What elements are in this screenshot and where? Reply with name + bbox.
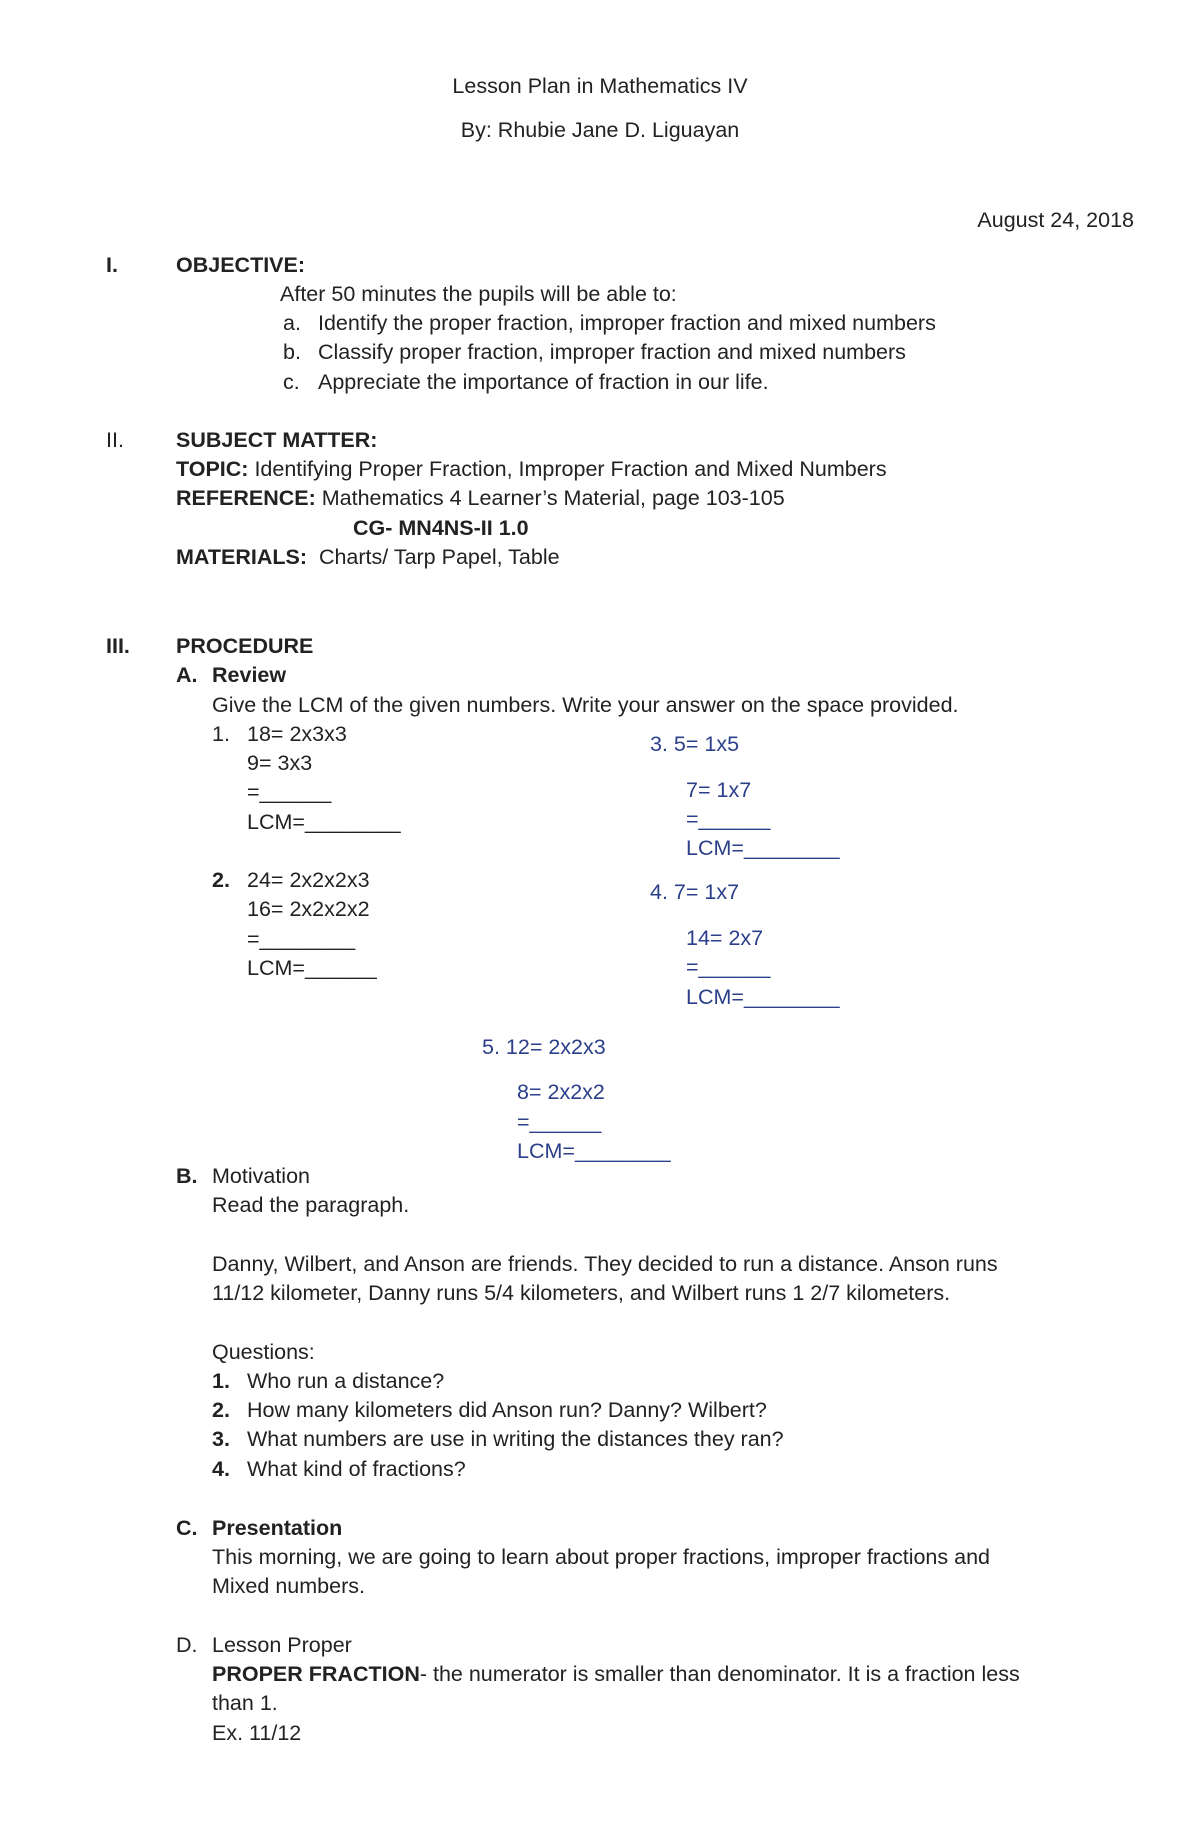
objective-heading: OBJECTIVE: [176, 253, 306, 277]
story-paragraph-line-1: Danny, Wilbert, and Anson are friends. They decided to run a distance. Anson runs [212, 1252, 998, 1276]
document-title: Lesson Plan in Mathematics IV [452, 74, 748, 98]
date: August 24, 2018 [977, 208, 1134, 232]
reference-line [176, 485, 785, 511]
review-marker: A. [176, 663, 198, 687]
problem-5-line-2: 8= 2x2x2 [517, 1080, 605, 1104]
question-1-number: 1. [212, 1369, 230, 1393]
objective-intro: After 50 minutes the pupils will be able to: [280, 282, 677, 306]
problem-3-lcm: LCM=________ [686, 836, 840, 860]
objective-marker-b: b. [283, 340, 301, 364]
procedure-heading: PROCEDURE [176, 634, 314, 658]
objective-marker-a: a. [283, 311, 301, 335]
problem-4-lcm: LCM=________ [686, 985, 840, 1009]
problem-1-number: 1. [212, 722, 230, 746]
problem-1-line-1: 18= 2x3x3 [247, 722, 347, 746]
problem-2-line-1: 24= 2x2x2x3 [247, 868, 370, 892]
problem-2-lcm: LCM=______ [247, 956, 377, 980]
problem-5-line-1: 5. 12= 2x2x3 [482, 1035, 606, 1059]
problem-2-line-2: 16= 2x2x2x2 [247, 897, 370, 921]
reference-text: Mathematics 4 Learner’s Material, page 103-105 [321, 486, 785, 510]
review-instruction: Give the LCM of the given numbers. Write your answer on the space provided. [212, 693, 959, 717]
problem-2-line-3: =________ [247, 927, 356, 951]
subject-matter-heading: SUBJECT MATTER: [176, 428, 378, 452]
problem-5-lcm: LCM=________ [517, 1139, 671, 1163]
problem-3-line-3: =______ [686, 807, 771, 831]
story-paragraph-line-2: 11/12 kilometer, Danny runs 5/4 kilometers, and Wilbert runs 1 2/7 kilometers. [212, 1281, 951, 1305]
lesson-proper-marker: D. [176, 1633, 198, 1657]
problem-1-line-2: 9= 3x3 [247, 751, 313, 775]
materials-text: Charts/ Tarp Papel, Table [318, 545, 560, 569]
motivation-marker: B. [176, 1164, 198, 1188]
problem-2-number: 2. [212, 868, 230, 892]
question-3-number: 3. [212, 1427, 230, 1451]
question-3-text: What numbers are use in writing the distances they ran? [247, 1427, 784, 1451]
presentation-line-1: This morning, we are going to learn about proper fractions, improper fractions and [212, 1545, 990, 1569]
topic-text: Identifying Proper Fraction, Improper Fraction and Mixed Numbers [254, 457, 887, 481]
problem-1-line-3: =______ [247, 780, 332, 804]
presentation-marker: C. [176, 1516, 198, 1540]
topic-line [176, 456, 887, 482]
materials-label: MATERIALS: [176, 545, 307, 569]
question-2-number: 2. [212, 1398, 230, 1422]
proper-fraction-term: PROPER FRACTION [212, 1662, 420, 1686]
problem-3-line-1: 3. 5= 1x5 [650, 732, 740, 756]
problem-4-line-2: 14= 2x7 [686, 926, 764, 950]
proper-fraction-definition [212, 1661, 1020, 1687]
motivation-heading: Motivation [212, 1164, 310, 1188]
lesson-proper-heading: Lesson Proper [212, 1633, 352, 1657]
proper-fraction-definition-text: - the numerator is smaller than denominator. It is a fraction less [419, 1662, 1020, 1686]
problem-3-line-2: 7= 1x7 [686, 778, 752, 802]
proper-fraction-example: Ex. 11/12 [212, 1721, 302, 1745]
questions-label: Questions: [212, 1340, 315, 1364]
objective-marker-c: c. [283, 370, 300, 394]
objective-item-b: Classify proper fraction, improper fraction and mixed numbers [318, 340, 906, 364]
curriculum-code: CG- MN4NS-II 1.0 [353, 516, 529, 540]
proper-fraction-definition-line-2: than 1. [212, 1691, 278, 1715]
question-2-text: How many kilometers did Anson run? Danny? Wilbert? [247, 1398, 767, 1422]
objective-item-a: Identify the proper fraction, improper fraction and mixed numbers [318, 311, 936, 335]
materials-line [176, 544, 560, 570]
question-4-text: What kind of fractions? [247, 1457, 466, 1481]
problem-1-lcm: LCM=________ [247, 810, 401, 834]
problem-4-line-1: 4. 7= 1x7 [650, 880, 740, 904]
presentation-line-2: Mixed numbers. [212, 1574, 365, 1598]
presentation-heading: Presentation [212, 1516, 343, 1540]
topic-label: TOPIC: [176, 457, 249, 481]
objective-item-c: Appreciate the importance of fraction in our life. [318, 370, 769, 394]
section-numeral-3: III. [106, 634, 130, 658]
review-heading: Review [212, 663, 287, 687]
problem-4-line-3: =______ [686, 955, 771, 979]
section-numeral-2: II. [106, 428, 124, 452]
section-numeral-1: I. [106, 253, 118, 277]
motivation-instruction: Read the paragraph. [212, 1193, 410, 1217]
question-4-number: 4. [212, 1457, 230, 1481]
problem-5-line-3: =______ [517, 1110, 602, 1134]
author-line: By: Rhubie Jane D. Liguayan [460, 118, 740, 142]
reference-label: REFERENCE: [176, 486, 316, 510]
question-1-text: Who run a distance? [247, 1369, 445, 1393]
